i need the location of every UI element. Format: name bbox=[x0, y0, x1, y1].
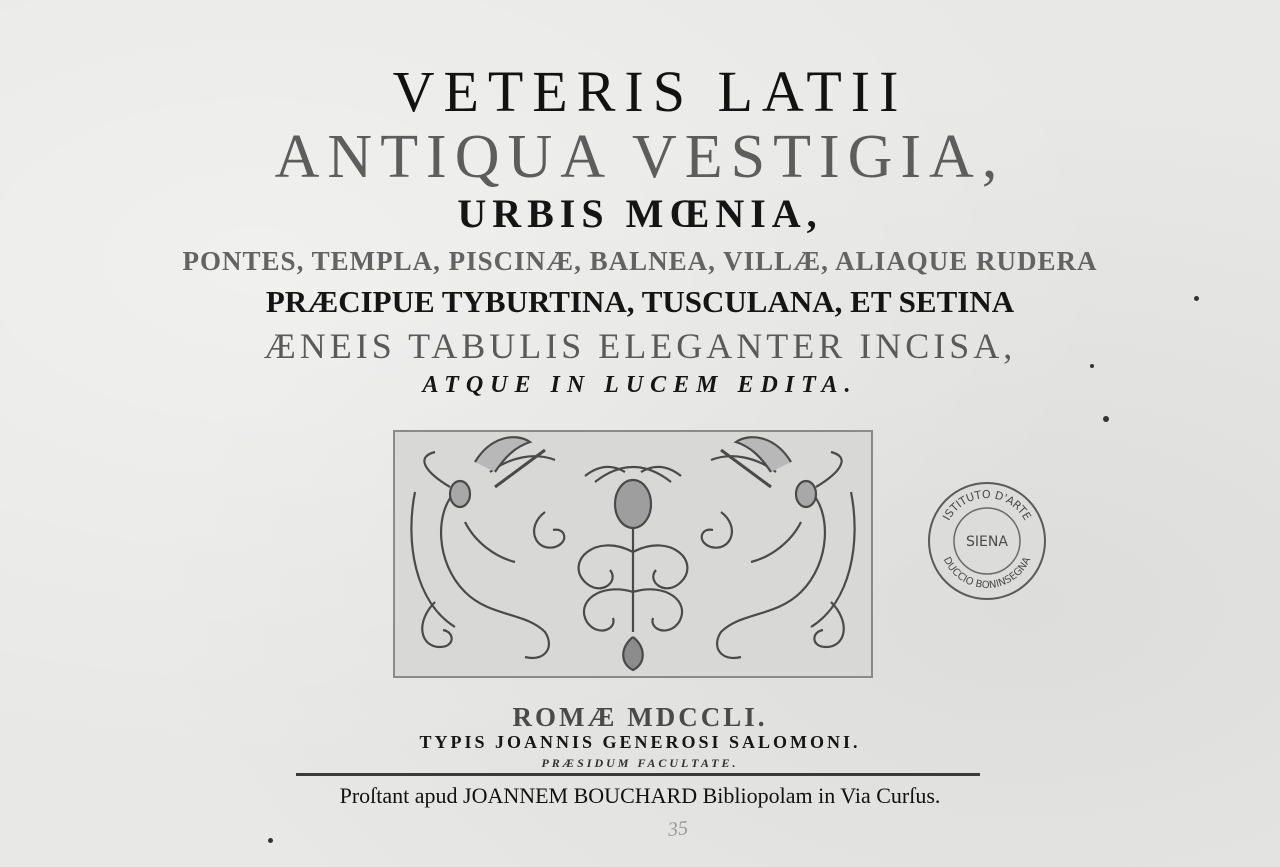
title-line-1: VETERIS LATII bbox=[392, 59, 908, 124]
ink-speck bbox=[268, 838, 273, 843]
stamp-top-text: ISTITUTO D'ARTE bbox=[940, 487, 1034, 523]
ornament-icon bbox=[393, 430, 873, 678]
title-line-2: ANTIQUA VESTIGIA, bbox=[274, 123, 1006, 191]
title-line-7: ATQUE IN LUCEM EDITA. bbox=[422, 372, 858, 398]
title-line-6: ÆNEIS TABULIS ELEGANTER INCISA, bbox=[263, 326, 1017, 366]
imprint-seller: Proſtant apud JOANNEM BOUCHARD Bibliopolam in Via Curſus. bbox=[339, 783, 941, 808]
divider-rule bbox=[296, 773, 980, 776]
stamp-center-text: SIENA bbox=[966, 534, 1008, 550]
ink-speck bbox=[1194, 296, 1199, 301]
ink-speck bbox=[1103, 416, 1109, 422]
imprint-permission: PRÆSIDUM FACULTATE. bbox=[541, 756, 739, 770]
handwritten-note: 35 bbox=[666, 817, 690, 841]
library-stamp bbox=[926, 480, 1048, 602]
title-line-5: PRÆCIPUE TYBURTINA, TUSCULANA, ET SETINA bbox=[265, 284, 1015, 319]
title-line-4: PONTES, TEMPLA, PISCINÆ, BALNEA, VILLÆ, ALIAQUE RUDERA bbox=[182, 246, 1098, 276]
ornament-engraving bbox=[395, 432, 871, 676]
title-line-3: URBIS MŒNIA, bbox=[457, 191, 823, 236]
imprint-printer: TYPIS JOANNIS GENEROSI SALOMONI. bbox=[419, 732, 861, 752]
stamp-bottom-text: DUCCIO BONINSEGNA bbox=[940, 555, 1034, 592]
imprint-place-date: ROMÆ MDCCLI. bbox=[512, 702, 768, 732]
ink-speck bbox=[1090, 364, 1094, 368]
